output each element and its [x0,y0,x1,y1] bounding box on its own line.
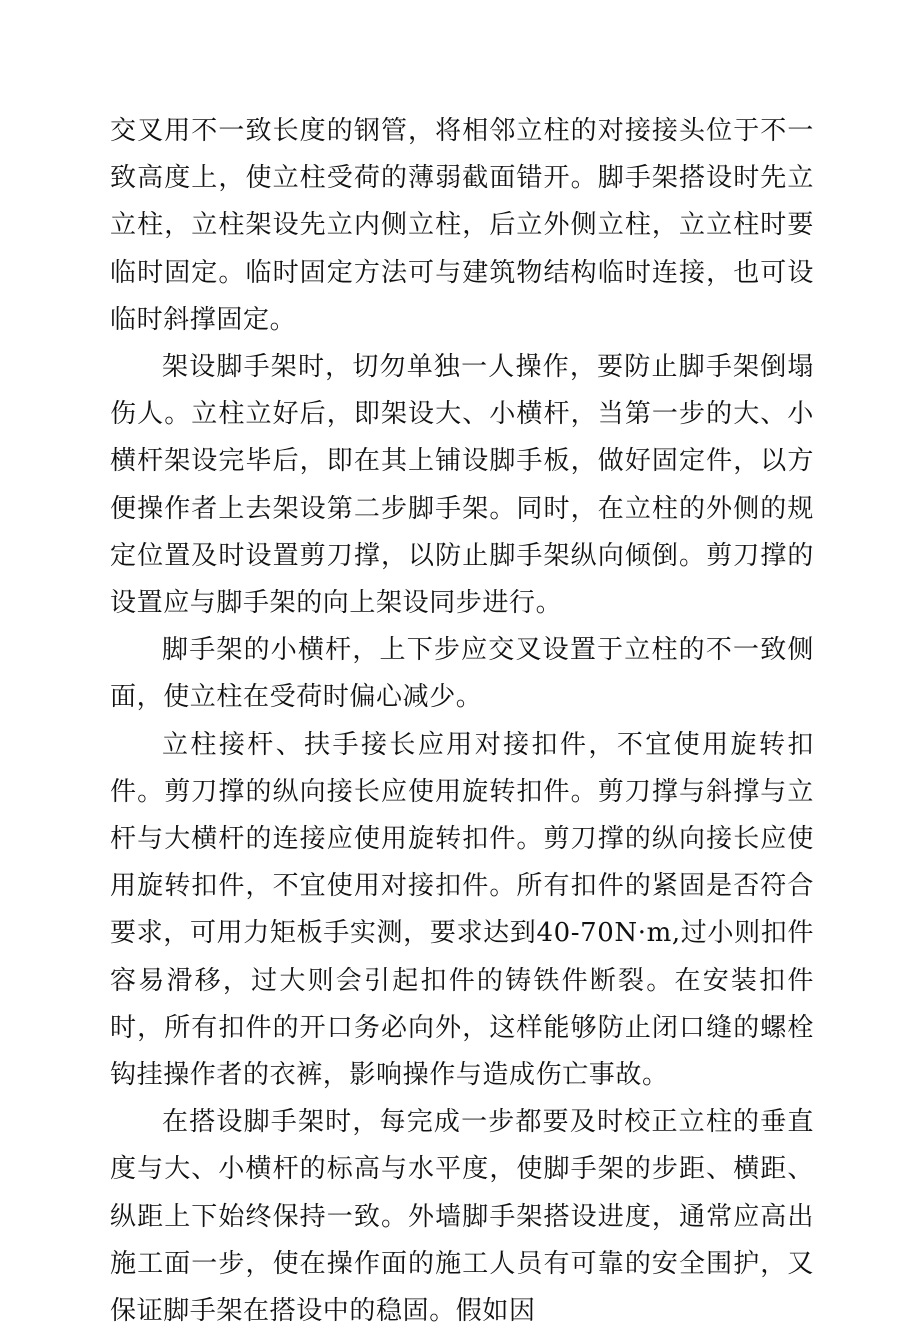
paragraph-3: 脚手架的小横杆，上下步应交叉设置于立柱的不一致侧面，使立柱在受荷时偏心减少。 [110,635,814,713]
paragraph-2: 架设脚手架时，切勿单独一人操作，要防止脚手架倒塌伤人。立柱立好后，即架设大、小横杆，当第一步的大、小横杆架设完毕后，即在其上铺设脚手板，做好固定件，以方便操作者上去架设第二步脚手架。同时，在立柱的外侧的规定位置及时设置剪刀撑，以防止脚手架纵向倾倒。剪刀撑的设置应与脚手架的向上架设同步进行。 [110,352,814,619]
paragraph-5: 在搭设脚手架时，每完成一步都要及时校正立柱的垂直度与大、小横杆的标高与水平度，使脚手架的步距、横距、纵距上下始终保持一致。外墙脚手架搭设进度，通常应高出施工面一步，使在操作面的施工人员有可靠的安全围护，又保证脚手架在搭设中的稳固。假如因 [110,1107,814,1327]
paragraph-4: 立柱接杆、扶手接长应用对接扣件，不宜使用旋转扣件。剪刀撑的纵向接长应使用旋转扣件。剪刀撑与斜撑与立杆与大横杆的连接应使用旋转扣件。剪刀撑的纵向接长应使用旋转扣件，不宜使用对接扣件。所有扣件的紧固是否符合要求，可用力矩板手实测，要求达到40-70N·m,过小则扣件容易滑移，过大则会引起扣件的铸铁件断裂。在安装扣件时，所有扣件的开口务必向外，这样能够防止闭口缝的螺栓钩挂操作者的衣裤，影响操作与造成伤亡事故。 [110,729,814,1091]
paragraph-1: 交叉用不一致长度的钢管，将相邻立柱的对接接头位于不一致高度上，使立柱受荷的薄弱截面错开。脚手架搭设时先立立柱，立柱架设先立内侧立柱，后立外侧立柱，立立柱时要临时固定。临时固定方法可与建筑物结构临时连接，也可设临时斜撑固定。 [110,116,814,335]
